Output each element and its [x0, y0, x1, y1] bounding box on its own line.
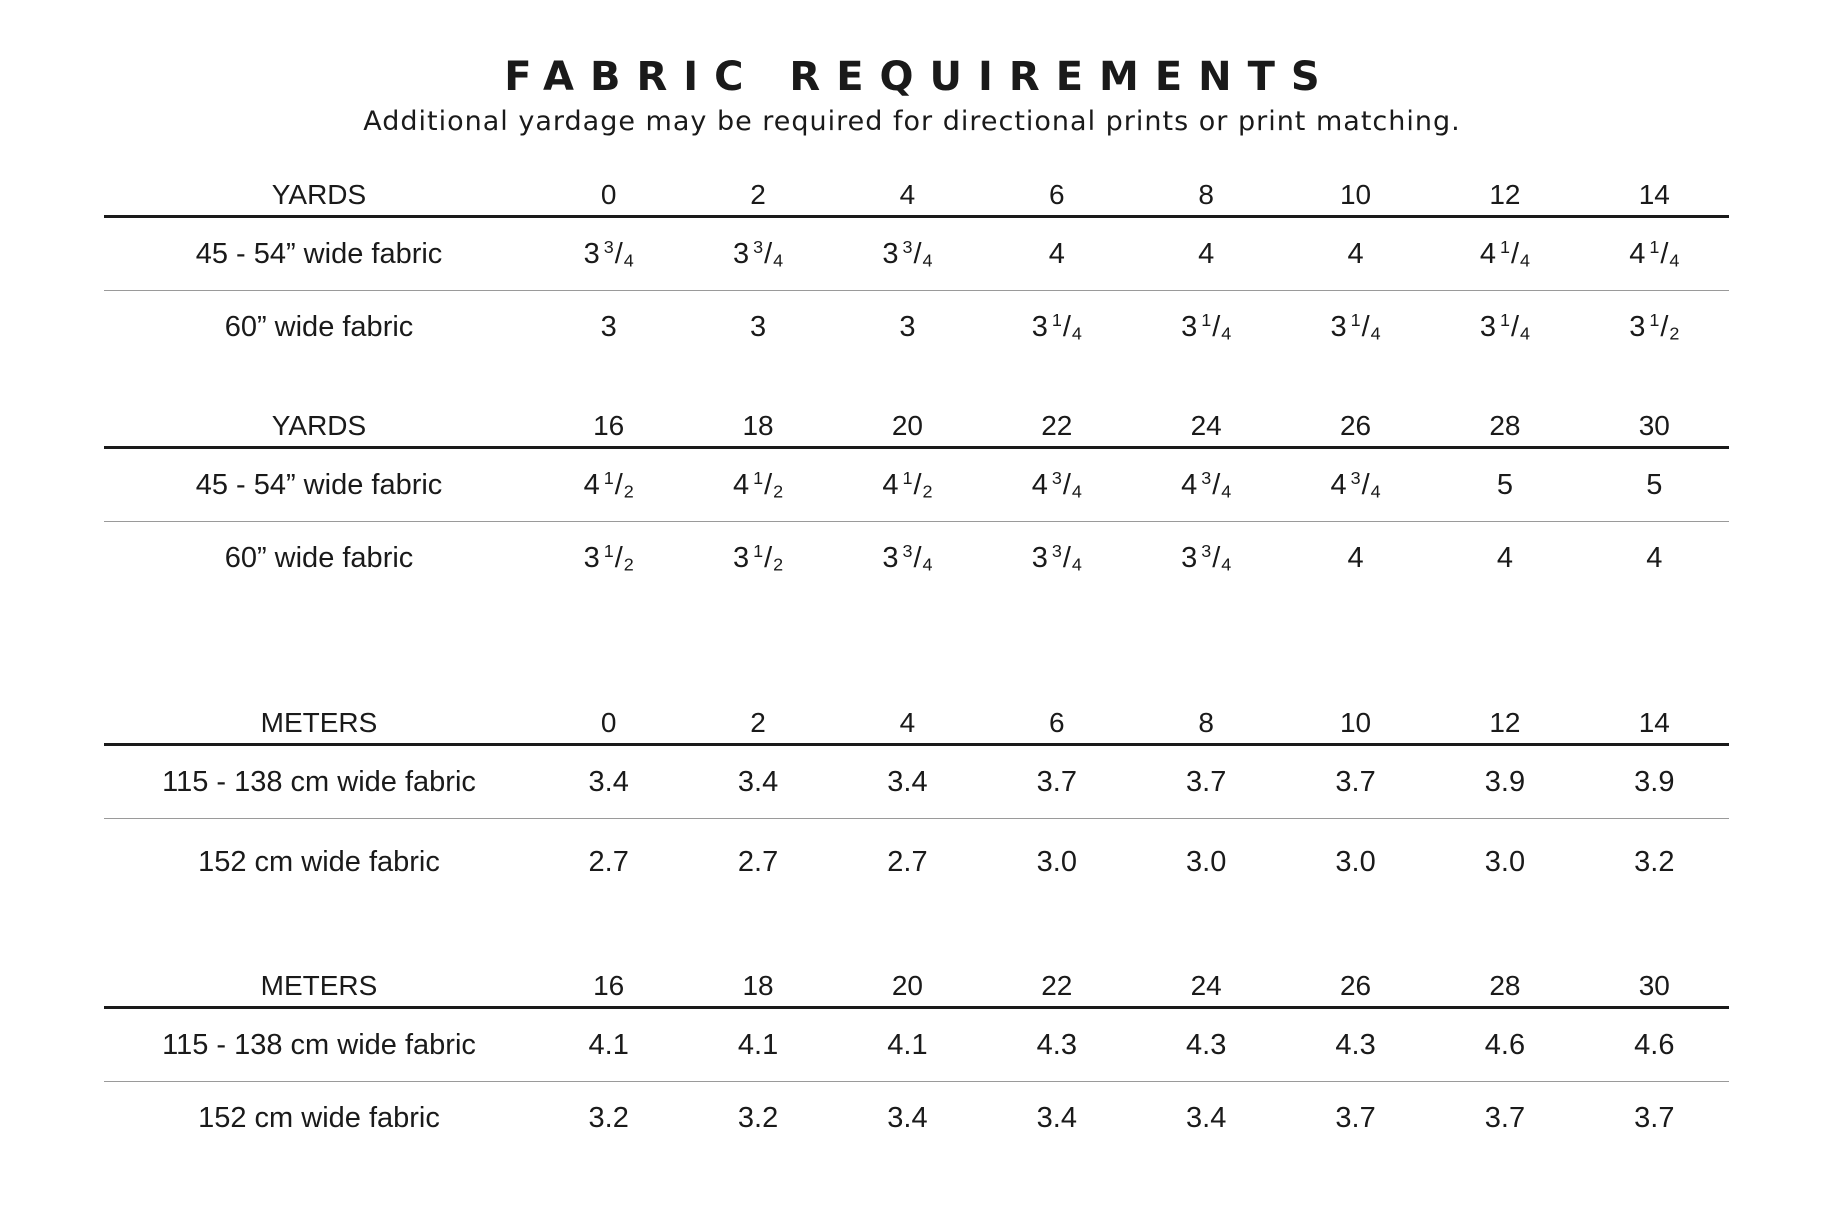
yardage-cell: 3.7	[1484, 1102, 1526, 1134]
yardage-cell: 3.9	[1484, 765, 1526, 798]
fabric-width-label: 152 cm wide fabric	[198, 1102, 440, 1134]
yards-table-1	[104, 162, 1729, 364]
yardage-cell: 4 $^1/_4$	[1479, 236, 1531, 271]
yardage-cell: 4	[1496, 542, 1513, 574]
yardage-cell: 3 $^1/_4$	[1330, 310, 1381, 344]
yardage-cell: 3 $^1/_2$	[1629, 310, 1680, 344]
yardage-cell: 3.7	[1335, 1102, 1376, 1134]
size-header-cell: 16	[593, 410, 625, 441]
yardage-cell: 5	[1496, 468, 1513, 501]
size-header-cell: 26	[1339, 970, 1372, 1001]
size-header-cell: 6	[1049, 179, 1065, 210]
yardage-cell: 3.4	[887, 765, 928, 798]
yardage-cell: 4 $^1/_4$	[1629, 236, 1680, 271]
size-header-cell: 12	[1489, 707, 1521, 738]
yardage-cell: 4	[1347, 237, 1364, 270]
yardage-cell: 3.2	[1634, 845, 1675, 878]
yardage-cell: 3.4	[1036, 1102, 1077, 1134]
yardage-cell: 3 $^1/_2$	[732, 541, 784, 575]
fabric-width-label: 115 - 138 cm wide fabric	[162, 1028, 476, 1061]
yardage-cell: 3 $^1/_4$	[1031, 310, 1082, 344]
size-header-cell: 30	[1638, 970, 1670, 1001]
fabric-width-label: 45 - 54” wide fabric	[195, 468, 443, 501]
yardage-cell: 4.6	[1484, 1028, 1526, 1061]
yardage-cell: 3	[600, 311, 617, 343]
table-row	[104, 449, 1729, 522]
yardage-cell: 3 $^3/_4$	[882, 541, 933, 575]
table-row	[104, 819, 1729, 905]
yardage-cell: 3.7	[1335, 765, 1376, 798]
yardage-cell: 3	[899, 311, 916, 343]
yardage-cell: 4.3	[1335, 1028, 1376, 1061]
size-header-row	[104, 690, 1729, 746]
yardage-cell: 4.1	[588, 1028, 629, 1061]
yardage-cell: 4 $^1/_2$	[882, 467, 933, 502]
yardage-cell: 3.0	[1036, 845, 1077, 878]
unit-label: YARDS	[271, 179, 367, 210]
yardage-cell: 3 $^1/_4$	[1181, 310, 1232, 344]
yardage-cell: 3	[749, 311, 767, 343]
fabric-width-label: 60” wide fabric	[224, 311, 414, 343]
size-header-cell: 18	[742, 410, 774, 441]
unit-label: METERS	[260, 707, 378, 738]
size-header-cell: 10	[1339, 179, 1372, 210]
size-header-cell: 8	[1198, 179, 1214, 210]
yardage-cell: 3.4	[588, 765, 629, 798]
yardage-cell: 3.7	[1186, 765, 1227, 798]
page-title: FABRIC REQUIREMENTS	[504, 54, 1336, 100]
table-row	[104, 1082, 1729, 1155]
yardage-cell: 4.6	[1634, 1028, 1675, 1061]
unit-label: YARDS	[271, 410, 367, 441]
meters-table-2	[104, 953, 1729, 1155]
yardage-cell: 3.4	[1186, 1102, 1227, 1134]
yardage-cell: 3 $^3/_4$	[1031, 541, 1082, 575]
size-header-cell: 20	[891, 970, 924, 1001]
size-header-cell: 2	[750, 707, 766, 738]
table-row	[104, 1009, 1729, 1082]
table-row	[104, 746, 1729, 819]
yardage-cell: 3.0	[1186, 845, 1227, 878]
unit-label: METERS	[260, 970, 378, 1001]
yardage-cell: 2.7	[588, 845, 629, 878]
size-header-row	[104, 953, 1729, 1009]
yardage-cell: 4.3	[1186, 1028, 1227, 1061]
yardage-cell: 3.4	[887, 1102, 928, 1134]
size-header-cell: 0	[600, 179, 617, 210]
yardage-cell: 3.4	[737, 765, 779, 798]
size-header-cell: 26	[1339, 410, 1372, 441]
size-header-cell: 4	[899, 707, 916, 738]
size-header-cell: 0	[600, 707, 617, 738]
size-header-cell: 2	[750, 179, 766, 210]
size-header-cell: 10	[1339, 707, 1372, 738]
size-header-cell: 18	[742, 970, 774, 1001]
yardage-cell: 3 $^1/_2$	[583, 541, 634, 575]
yardage-cell: 3 $^1/_4$	[1479, 310, 1531, 344]
size-header-cell: 8	[1198, 707, 1214, 738]
yardage-cell: 4.1	[737, 1028, 779, 1061]
yardage-cell: 4 $^3/_4$	[1330, 467, 1381, 502]
size-header-cell: 30	[1638, 410, 1670, 441]
yardage-cell: 4 $^1/_2$	[583, 467, 634, 502]
yardage-cell: 4	[1048, 237, 1065, 270]
yardage-cell: 3.0	[1335, 845, 1376, 878]
yardage-cell: 3 $^3/_4$	[732, 236, 784, 271]
size-header-cell: 24	[1190, 410, 1222, 441]
size-header-cell: 6	[1049, 707, 1065, 738]
yardage-cell: 3.7	[1036, 765, 1077, 798]
fabric-width-label: 60” wide fabric	[224, 542, 414, 574]
page-subtitle: Additional yardage may be required for directional prints or print matching.	[363, 106, 1461, 137]
table-row	[104, 522, 1729, 595]
table-row	[104, 218, 1729, 291]
table-row	[104, 291, 1729, 364]
fabric-width-label: 45 - 54” wide fabric	[195, 237, 443, 270]
yardage-cell: 2.7	[887, 845, 928, 878]
fabric-width-label: 152 cm wide fabric	[198, 845, 440, 878]
yardage-cell: 4 $^3/_4$	[1031, 467, 1082, 502]
fabric-width-label: 115 - 138 cm wide fabric	[162, 765, 476, 798]
yardage-cell: 3 $^3/_4$	[882, 236, 933, 271]
yardage-cell: 4.3	[1036, 1028, 1077, 1061]
yardage-cell: 4 $^1/_2$	[732, 467, 784, 502]
yardage-cell: 4 $^3/_4$	[1181, 467, 1232, 502]
size-header-cell: 12	[1489, 179, 1521, 210]
yards-table-2	[104, 393, 1729, 595]
yardage-cell: 3.2	[588, 1102, 629, 1134]
yardage-cell: 5	[1646, 468, 1663, 501]
size-header-cell: 28	[1489, 410, 1521, 441]
size-header-cell: 20	[891, 410, 924, 441]
yardage-cell: 2.7	[737, 845, 779, 878]
yardage-cell: 4.1	[887, 1028, 928, 1061]
yardage-cell: 4	[1646, 542, 1663, 574]
size-header-row	[104, 162, 1729, 218]
size-header-cell: 14	[1638, 707, 1670, 738]
yardage-cell: 3 $^3/_4$	[583, 236, 634, 271]
yardage-cell: 4	[1347, 542, 1364, 574]
size-header-row	[104, 393, 1729, 449]
size-header-cell: 4	[899, 179, 916, 210]
yardage-cell: 3.0	[1484, 845, 1526, 878]
size-header-cell: 22	[1041, 410, 1073, 441]
yardage-cell: 3 $^3/_4$	[1181, 541, 1232, 575]
yardage-cell: 3.7	[1634, 1102, 1675, 1134]
yardage-cell: 4	[1198, 237, 1215, 270]
size-header-cell: 16	[593, 970, 625, 1001]
meters-table-1	[104, 690, 1729, 905]
size-header-cell: 14	[1638, 179, 1670, 210]
size-header-cell: 22	[1041, 970, 1073, 1001]
size-header-cell: 28	[1489, 970, 1521, 1001]
yardage-cell: 3.9	[1634, 765, 1675, 798]
yardage-cell: 3.2	[737, 1102, 779, 1134]
size-header-cell: 24	[1190, 970, 1222, 1001]
